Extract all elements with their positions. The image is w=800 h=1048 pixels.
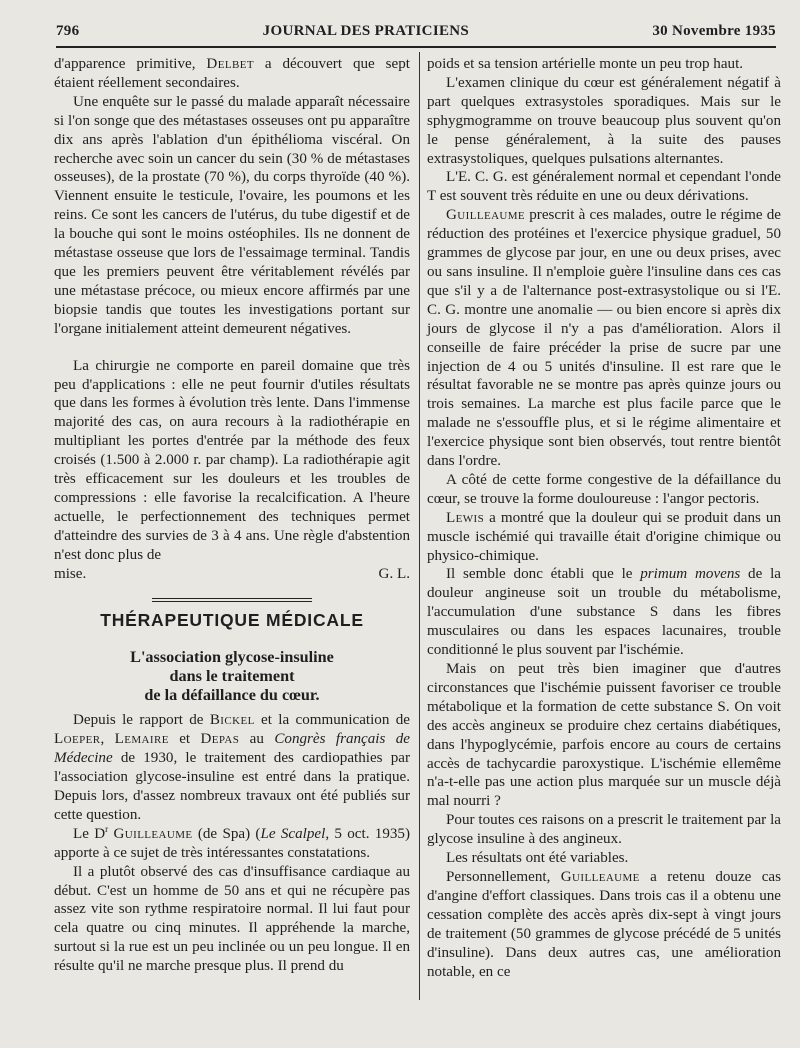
- paragraph: Il semble donc établi que le primum movens de la douleur angineuse soit un trouble du métabolisme, l'accumulation d'une substance S dans les fibres musculaires ou dans les espaces lacunaires, trouble conditionné le plus souvent par l'ischémie.: [427, 566, 781, 659]
- right-column: [427, 55, 781, 981]
- paragraph: L'E. C. G. est généralement normal et cependant l'onde T est souvent très réduite en une ou deux dérivations.: [427, 169, 781, 205]
- article-title: L'association glycose-insuline dans le traitement de la défaillance du cœur.: [130, 648, 334, 705]
- paragraph: Lewis a montré que la douleur qui se produit dans un muscle ischémié qui travaille était d'origine chimique ou physico-chimique.: [427, 509, 781, 564]
- author-name: Guilleaume: [560, 868, 640, 885]
- signature-line: mise. G. L.: [54, 565, 410, 582]
- author-name: Lewis: [446, 509, 485, 526]
- running-head: [56, 12, 776, 40]
- paragraph: Personnellement, Guilleaume a retenu douze cas d'angine d'effort classiques. Dans trois cas il a obtenu une cessation complète des accès après dix-sept à vingt jours de traitement (50 grammes de glycose précédé de 5 unités d'insuline). Dans deux autres cas, une amélioration notable, en ce: [427, 868, 781, 980]
- paragraph: Depuis le rapport de Bickel et la communication de Loeper, Lemaire et Depas au Congrès français de Médecine de 1930, le traitement des cardiopathies par l'association glycose-insuline est entré dans la pratique. Depuis lors, d'assez nombreux travaux ont été publiés sur cette question.: [54, 712, 410, 823]
- congress-name: Congrès français de Médecine: [54, 731, 410, 767]
- column-rule: [419, 52, 420, 1000]
- author-name: Guilleaume: [446, 207, 526, 224]
- paragraph: A côté de cette forme congestive de la défaillance du cœur, se trouve la forme douloureuse : l'angor pectoris.: [427, 471, 781, 507]
- paragraph: Les résultats ont été variables.: [446, 850, 629, 867]
- journal-reference: Le Scalpel: [260, 825, 326, 842]
- paragraph: Le $D^r$ Guilleaume (de Spa) (Le Scalpel, 5 oct. 1935) apporte à ce sujet de très intéressantes constatations.: [54, 823, 411, 861]
- page-number: 796: [56, 23, 80, 39]
- left-column: [54, 55, 410, 976]
- section-title: THÉRAPEUTIQUE MÉDICALE: [100, 610, 364, 631]
- paragraph: Une enquête sur le passé du malade apparaît nécessaire si l'on songe que des métastases osseuses ont pu apparaître dix ans après l'ablation d'un épithélioma viscéral. On recherche avec soin un cancer du sein (30 % de métastases osseuses), de la prostate (70 %), du corps thyroïde (40 %). Viennent ensuite le testicule, l'ovaire, les poumons et les reins. Ce sont les cancers de l'utérus, du tube digestif et de la bouche qui sont le moins ostéophiles. Ils ne donnent de métastase osseuse que lors de l'essaimage terminal. Tandis que les premiers peuvent être véritablement révélés par une métastase précoce, ou mieux encore affirmés par une biopsie tandis que toutes les investigations portant sur l'organe initialement atteint demeurent négatives.: [54, 93, 410, 337]
- paragraph: L'examen clinique du cœur est généralement négatif à part quelques extrasystoles sporadiques. Mais sur le sphygmogramme on trouve beaucoup plus souvent qu'on le pense généralement, à la suite des pauses extrasystoliques, quelques pulsations alternantes.: [427, 74, 781, 167]
- paragraph: Il a plutôt observé des cas d'insuffisance cardiaque au début. C'est un homme de 50 ans et qui ne récupère pas assez vite son rythme respiratoire normal. Il lui faut pour cela quatre ou cinq minutes. Il appréhende la marche, surtout si la rue est un peu inclinée ou un peu longue. Il en résulte qu'il ne marche presque plus. Il prend du: [54, 863, 410, 975]
- paragraph: La chirurgie ne comporte en pareil domaine que très peu d'applications : elle ne peut fournir d'utiles résultats que dans les formes à évolution très lente. Dans l'immense majorité des cas, on aura recours à la radiothérapie en multipliant les portes d'entrée par la méthode des feux croisés (1.500 à 2.000 r. par champ). La radiothérapie agit très efficacement sur les douleurs et les troubles de compressions : elle favorise la recalcification. A l'heure actuelle, le perfectionnement des techniques permet d'atteindre des survies de 3 à 4 ans. Une règle d'abstention n'est donc plus de: [54, 357, 410, 563]
- issue-date: 30 Novembre 1935: [652, 23, 776, 39]
- header-rule: [56, 46, 776, 48]
- author-name: Delbet: [206, 56, 254, 72]
- journal-title: JOURNAL DES PRATICIENS: [262, 23, 470, 39]
- latin-term: primum movens: [640, 566, 741, 583]
- paragraph: d'apparence primitive, Delbet a découvert que sept étaient réellement secondaires.: [54, 56, 410, 91]
- paragraph: Pour toutes ces raisons on a prescrit le traitement par la glycose insuline à des angineux.: [427, 812, 781, 848]
- signature: G. L.: [378, 565, 410, 582]
- paragraph: Guilleaume prescrit à ces malades, outre le régime de réduction des protéines et l'exercice physique graduel, 50 grammes de glycose par jour, en une ou deux prises, avec ou sans insuline. Il n'emploie guère l'insuline dans ces cas que s'il y a de l'alternance post-extrasystolique ou si l'E. C. G. montre une anomalie — ou bien encore si après dix jours de glycose il n'y a pas d'amélioration. Alors il conseille de faire précéder la prise de sucre par une injection de 4 ou 5 unités d'insuline. Il est rare que le résultat favorable ne se montre pas après quinze jours ou trois semaines. La marche est plus facile parce que le malade ne s'essouffle plus, et si le régime alimentaire et l'exercice physique sont bien observés, tout rentre bientôt dans l'ordre.: [427, 207, 781, 470]
- paragraph: poids et sa tension artérielle monte un peu trop haut.: [427, 56, 744, 72]
- paragraph: Mais on peut très bien imaginer que d'autres circonstances que l'ischémie puissent favoriser ce trouble métabolique et la formation de cette substance S. On voit des accès angineux se produire chez certains diabétiques, dans l'hypoglycémie, parfois encore au cours de certains accès de tachycardie paroxystique. L'ischémie ellemême n'a-t-elle pas une action plus marquée sur un muscle déjà mal nourri ?: [427, 661, 781, 810]
- section-divider: [152, 598, 312, 602]
